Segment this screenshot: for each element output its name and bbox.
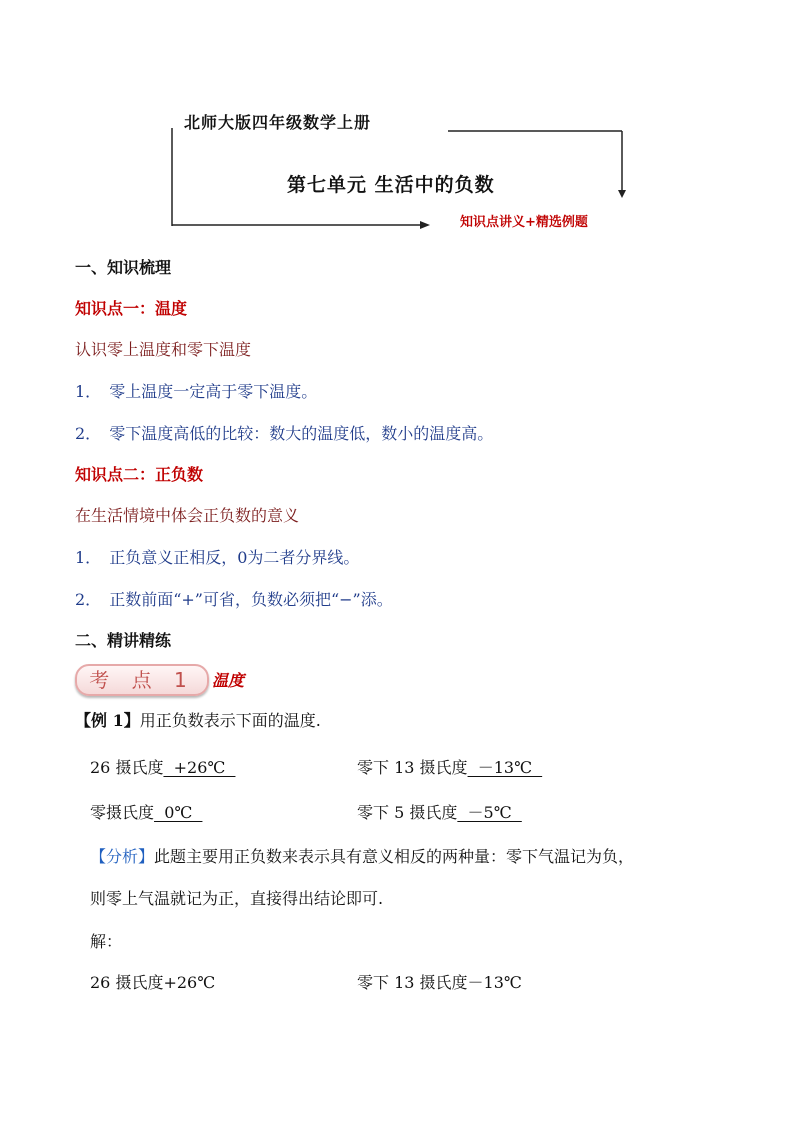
answer-blank: +26℃ bbox=[163, 758, 236, 777]
item-text: 零上温度一定高于零下温度。 bbox=[109, 382, 318, 401]
kp2-subtitle: 在生活情境中体会正负数的意义 bbox=[75, 506, 300, 525]
solution-right: 零下 13 摄氏度－13℃ bbox=[357, 973, 522, 992]
header-subtitle: 知识点讲义+精选例题 bbox=[460, 215, 588, 230]
item-number: 1． bbox=[75, 382, 102, 401]
answer-label: 零下 13 摄氏度 bbox=[357, 758, 468, 777]
topic-badge: 考 点 1 bbox=[75, 664, 209, 696]
section2-title: 二、精讲精练 bbox=[75, 631, 172, 650]
answer-row-left bbox=[90, 800, 202, 823]
section1-title: 一、知识梳理 bbox=[75, 258, 172, 277]
answer-row-left bbox=[90, 755, 235, 778]
unit-title: 第七单元 生活中的负数 bbox=[287, 174, 495, 196]
kp2-item bbox=[75, 545, 359, 568]
answer-row-right bbox=[357, 755, 542, 778]
kp1-item bbox=[75, 421, 493, 444]
analysis-text: 此题主要用正负数来表示具有意义相反的两种量：零下气温记为负， bbox=[154, 847, 635, 866]
example-tag: 【例 1】 bbox=[75, 711, 140, 730]
kp1-item bbox=[75, 379, 317, 402]
analysis-line bbox=[90, 844, 634, 867]
header-frame bbox=[0, 0, 794, 260]
solution-label: 解： bbox=[90, 932, 123, 951]
item-text: 正负意义正相反，0为二者分界线。 bbox=[109, 548, 360, 567]
kp1-title: 知识点一：温度 bbox=[75, 299, 188, 318]
book-title: 北师大版四年级数学上册 bbox=[184, 113, 372, 132]
answer-blank: 0℃ bbox=[154, 803, 203, 822]
answer-blank: －5℃ bbox=[457, 803, 522, 822]
kp2-item bbox=[75, 587, 393, 610]
item-number: 2． bbox=[75, 590, 102, 609]
item-number: 2． bbox=[75, 424, 102, 443]
topic-badge-label: 温度 bbox=[212, 671, 245, 690]
item-text: 零下温度高低的比较：数大的温度低，数小的温度高。 bbox=[109, 424, 494, 443]
answer-label: 零摄氏度 bbox=[90, 803, 155, 822]
example-question bbox=[75, 708, 321, 731]
kp1-subtitle: 认识零上温度和零下温度 bbox=[75, 340, 252, 359]
item-number: 1． bbox=[75, 548, 102, 567]
example-question-text: 用正负数表示下面的温度. bbox=[139, 711, 321, 730]
answer-blank: －13℃ bbox=[467, 758, 543, 777]
answer-label: 26 摄氏度 bbox=[90, 758, 164, 777]
analysis-tag: 【分析】 bbox=[90, 847, 155, 866]
answer-row-right bbox=[357, 800, 522, 823]
answer-label: 零下 5 摄氏度 bbox=[357, 803, 458, 822]
kp2-title: 知识点二：正负数 bbox=[75, 465, 204, 484]
solution-left: 26 摄氏度+26℃ bbox=[90, 973, 216, 992]
analysis-line: 则零上气温就记为正，直接得出结论即可. bbox=[90, 889, 384, 908]
item-text: 正数前面“+”可省，负数必须把“−”添。 bbox=[109, 590, 393, 609]
